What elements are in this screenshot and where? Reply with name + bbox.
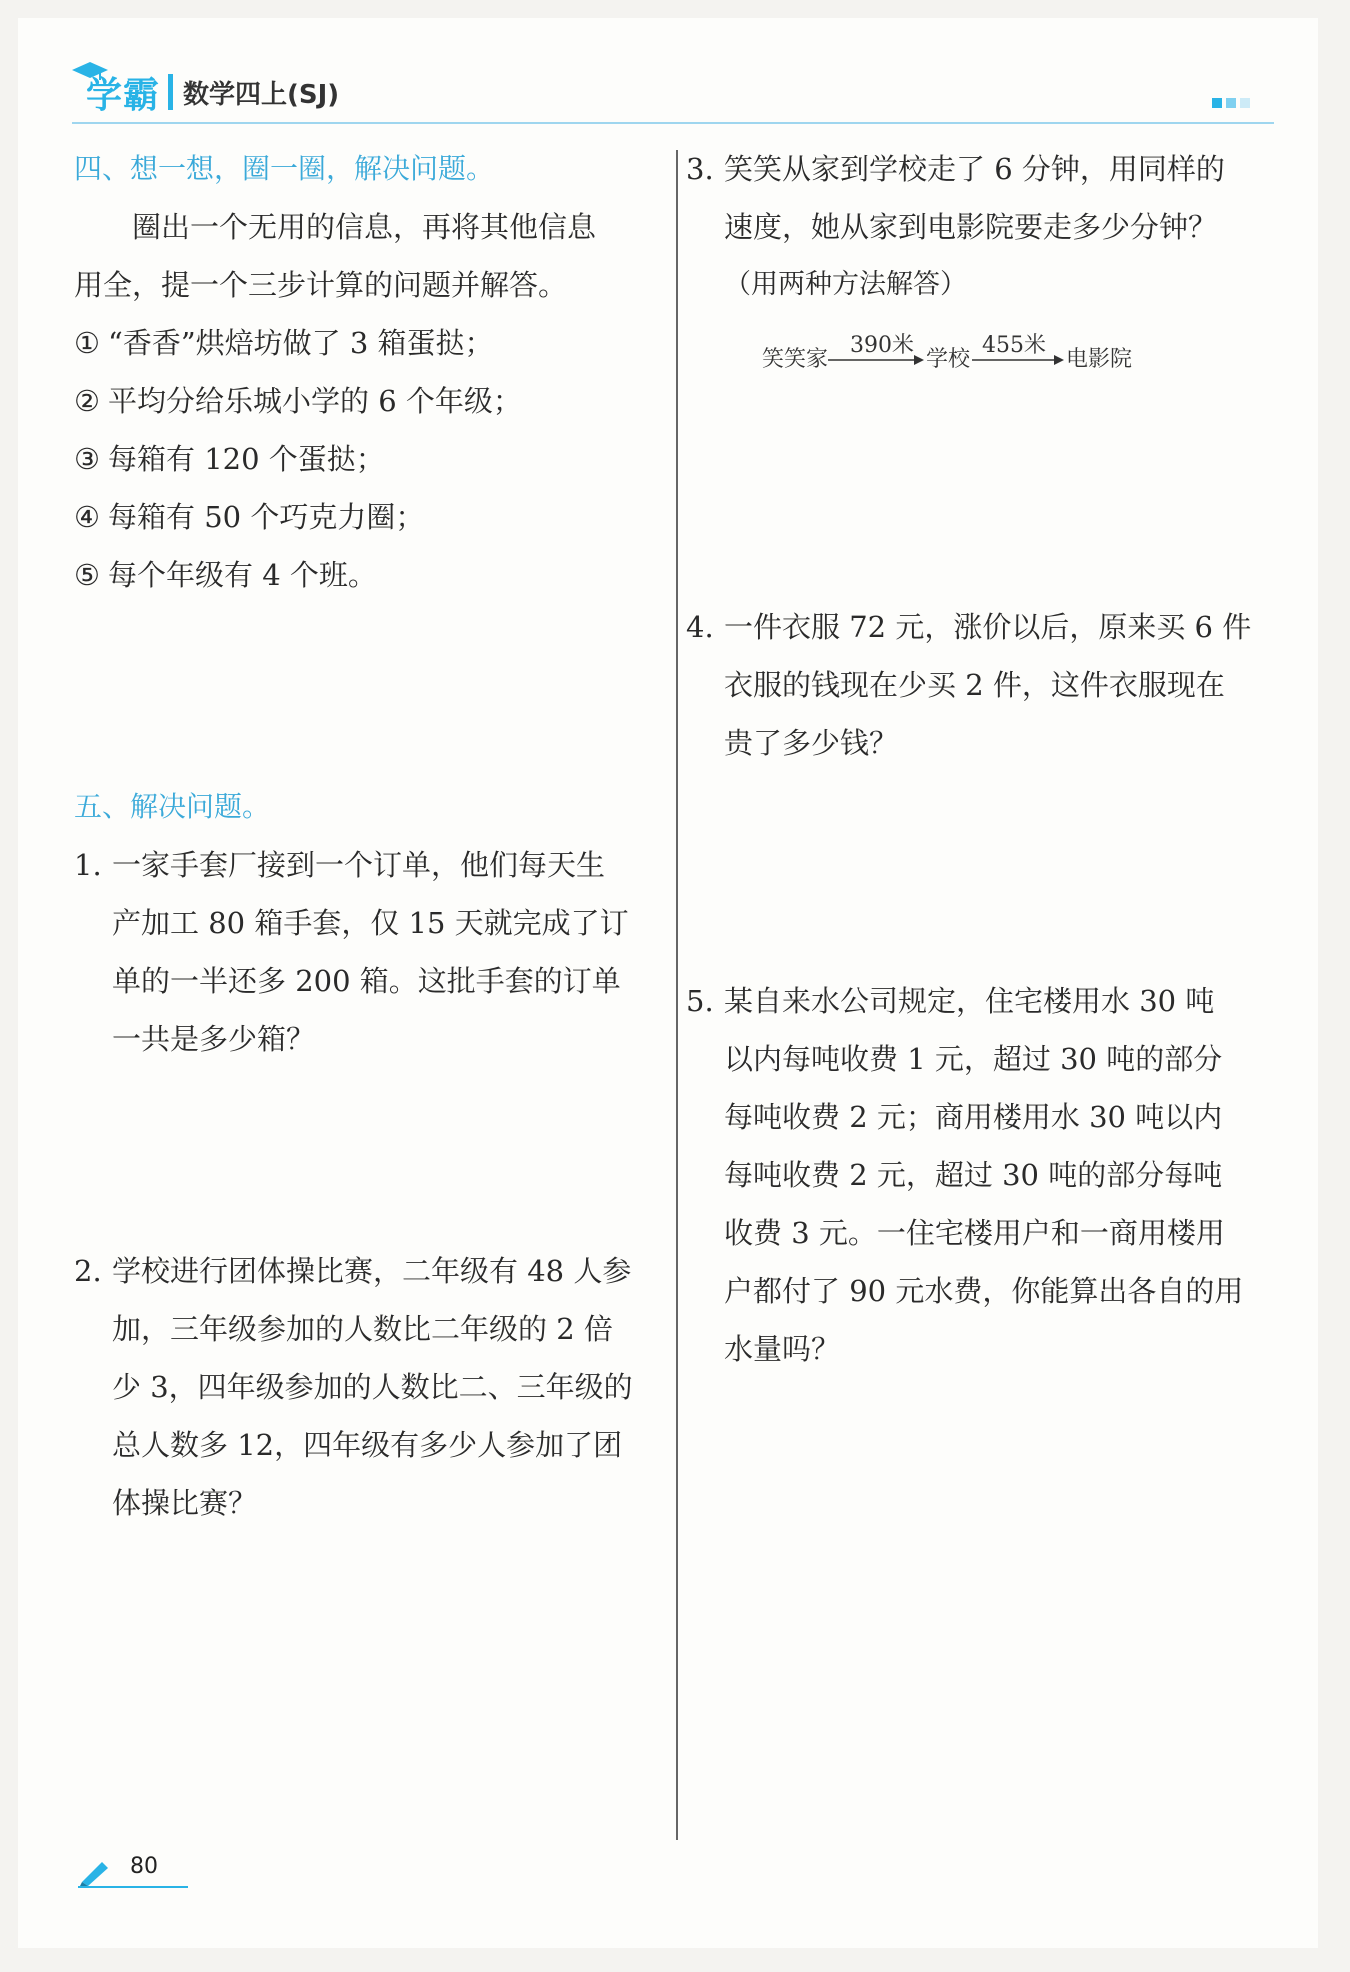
problem-line: 某自来水公司规定，住宅楼用水 30 吨: [724, 984, 1215, 1018]
header-decoration: [1212, 98, 1250, 108]
info-item-text: 每箱有 50 个巧克力圈；: [108, 500, 425, 534]
brand-divider: [168, 74, 173, 110]
problem-line: 体操比赛？: [112, 1486, 258, 1520]
problem-number: 2.: [74, 1254, 102, 1288]
info-item-number: ④: [74, 500, 100, 534]
diagram-dist1: 390米: [850, 333, 914, 358]
problem-2: [74, 1242, 664, 1532]
page-header: [72, 60, 1274, 120]
problem-line: 贵了多少钱？: [724, 726, 899, 760]
page-number: 80: [130, 1854, 158, 1879]
problem-line: 衣服的钱现在少买 2 件，这件衣服现在: [724, 668, 1225, 702]
info-item-number: ②: [74, 384, 100, 418]
problem-line: 少 3，四年级参加的人数比二、三年级的: [112, 1370, 633, 1404]
info-item-text: 每个年级有 4 个班。: [108, 558, 377, 592]
problem-line: 每吨收费 2 元；商用楼用水 30 吨以内: [724, 1100, 1223, 1134]
problem-line: 以内每吨收费 1 元，超过 30 吨的部分: [724, 1042, 1223, 1076]
footer-rule: [78, 1886, 188, 1888]
info-item-number: ①: [74, 326, 100, 360]
problem-number: 5.: [686, 984, 714, 1018]
problem-3: [686, 140, 1286, 388]
diagram-start: 笑笑家: [762, 347, 829, 372]
problem-line: 一件衣服 72 元，涨价以后，原来买 6 件: [724, 610, 1252, 644]
info-item: [74, 372, 664, 430]
problem-4: [686, 598, 1286, 772]
problem-line: 一共是多少箱？: [112, 1022, 316, 1056]
problem-1: [74, 836, 664, 1068]
arrow-head-2: [1054, 355, 1064, 365]
left-column: [74, 140, 664, 1532]
section4-intro-line1: 圈出一个无用的信息，再将其他信息: [132, 210, 597, 244]
problem-line: 水量吗？: [724, 1332, 841, 1366]
problem-text: [724, 598, 1286, 772]
problem-line: 户都付了 90 元水费，你能算出各自的用: [724, 1274, 1244, 1308]
pencil-icon: [78, 1856, 112, 1886]
info-item: [74, 488, 664, 546]
right-column: [686, 140, 1286, 1378]
section4-title: 四、想一想，圈一圈，解决问题。: [74, 152, 495, 185]
info-item-text: “香香”烘焙坊做了 3 箱蛋挞；: [108, 326, 494, 360]
info-item: [74, 314, 664, 372]
problem-text: [112, 836, 664, 1068]
info-item-number: ⑤: [74, 558, 100, 592]
problem-number: 3.: [686, 152, 714, 186]
book-title: 数学四上(SJ): [183, 79, 340, 110]
section4-intro-line2: 用全，提一个三步计算的问题并解答。: [74, 268, 568, 302]
info-item: [74, 430, 664, 488]
info-item-text: 每箱有 120 个蛋挞；: [108, 442, 385, 476]
problem-line: 笑笑从家到学校走了 6 分钟，用同样的: [724, 152, 1225, 186]
diagram-end: 电影院: [1066, 347, 1133, 372]
problem-line: 收费 3 元。一住宅楼用户和一商用楼用: [724, 1216, 1225, 1250]
problem-number: 1.: [74, 848, 102, 882]
problem-line: 总人数多 12，四年级有多少人参加了团: [112, 1428, 623, 1462]
info-item: [74, 546, 664, 604]
method-note: （用两种方法解答）: [724, 269, 967, 300]
info-item-number: ③: [74, 442, 100, 476]
brand-logo: [72, 66, 339, 118]
header-rule: [72, 122, 1274, 124]
problem-line: 每吨收费 2 元，超过 30 吨的部分每吨: [724, 1158, 1223, 1192]
column-divider: [676, 150, 678, 1840]
problem-line: 速度，她从家到电影院要走多少分钟？: [724, 210, 1218, 244]
problem-line: 产加工 80 箱手套，仅 15 天就完成了订: [112, 906, 629, 940]
problem-line: 加，三年级参加的人数比二年级的 2 倍: [112, 1312, 613, 1346]
arrow-head-1: [914, 355, 924, 365]
diagram-dist2: 455米: [982, 333, 1046, 358]
info-item-text: 平均分给乐城小学的 6 个年级；: [108, 384, 522, 418]
info-list: [74, 314, 664, 604]
problem-number: 4.: [686, 610, 714, 644]
problem-line: 一家手套厂接到一个订单，他们每天生: [112, 848, 606, 882]
distance-diagram: [724, 318, 1244, 388]
problem-text: [724, 140, 1286, 256]
problem-5: [686, 972, 1286, 1378]
problem-text: [724, 972, 1286, 1378]
problem-line: 学校进行团体操比赛，二年级有 48 人参: [112, 1254, 632, 1288]
page-footer: [78, 1850, 188, 1890]
brand-name: 学霸: [86, 74, 161, 116]
graduation-cap-icon: [70, 60, 110, 80]
problem-line: 单的一半还多 200 箱。这批手套的订单: [112, 964, 621, 998]
problem-text: [112, 1242, 664, 1532]
diagram-mid: 学校: [926, 347, 971, 372]
section5-title: 五、解决问题。: [74, 790, 271, 823]
